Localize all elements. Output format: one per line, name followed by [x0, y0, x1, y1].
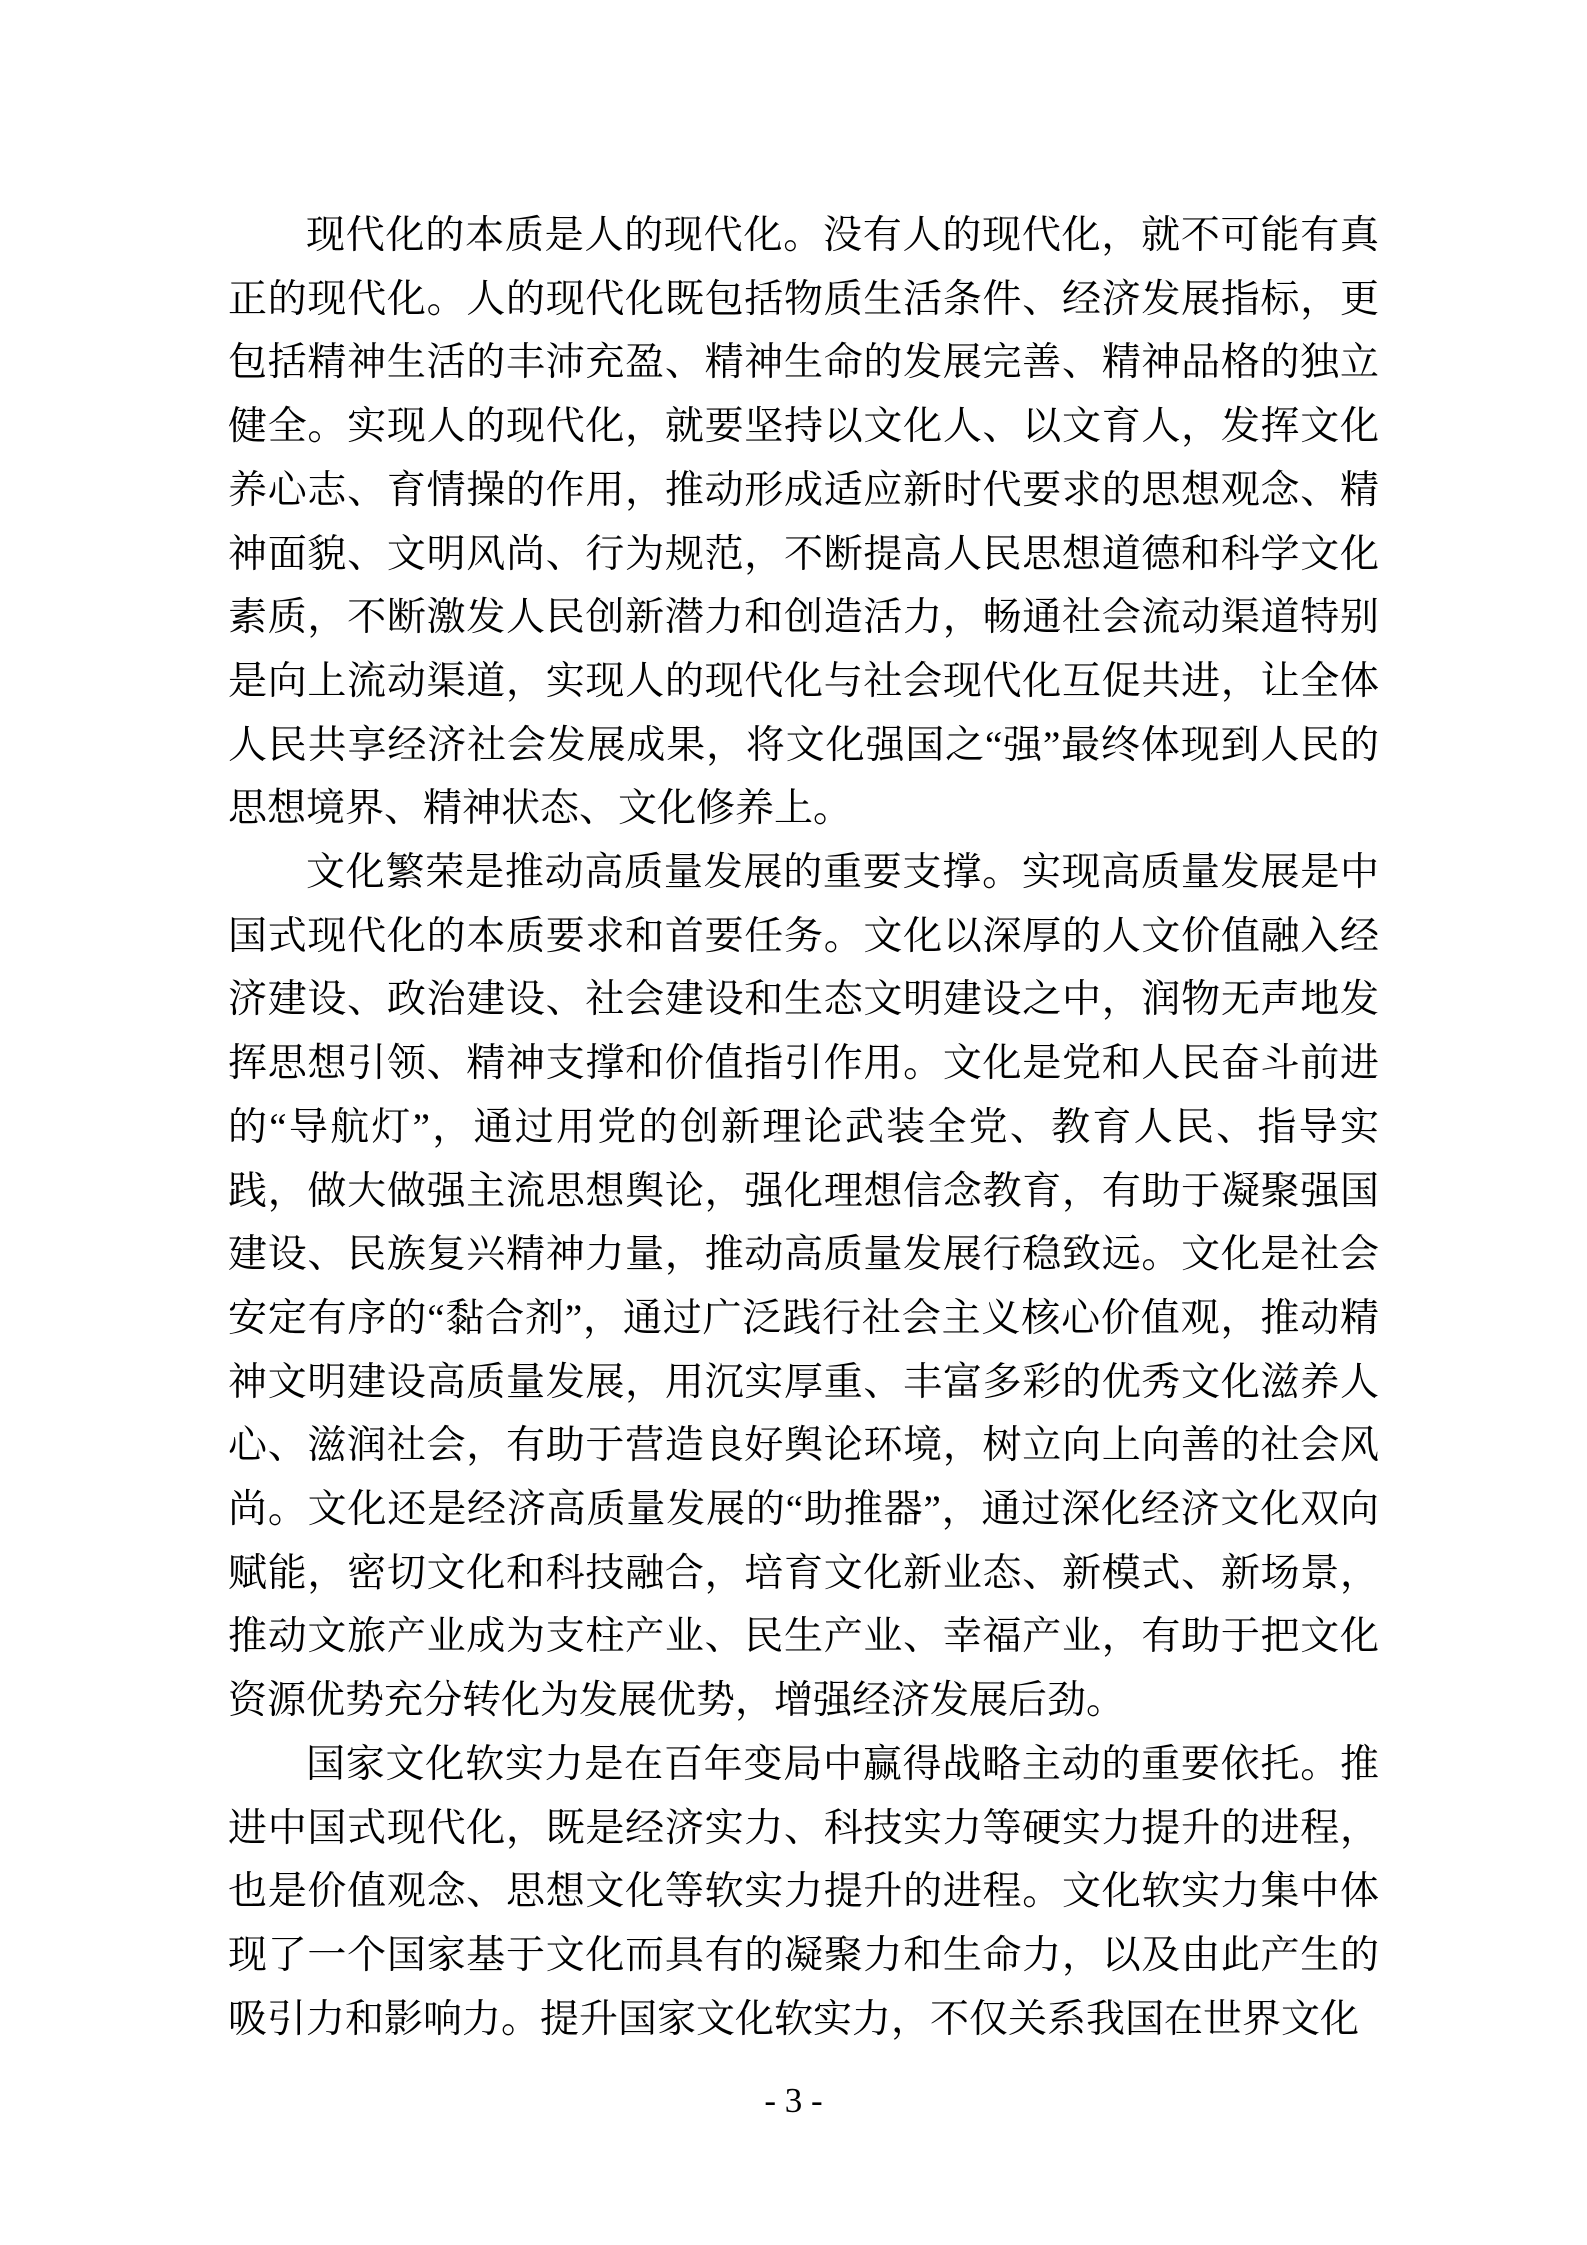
document-body — [228, 204, 1379, 2051]
paragraph-1: 现代化的本质是人的现代化。没有人的现代化，就不可能有真正的现代化。人的现代化既包括物质生活条件、经济发展指标，更包括精神生活的丰沛充盈、精神生命的发展完善、精神品格的独立健全。实现人的现代化，就要坚持以文化人、以文育人，发挥文化养心志、育情操的作用，推动形成适应新时代要求的思想观念、精神面貌、文明风尚、行为规范，不断提高人民思想道德和科学文化素质，不断激发人民创新潜力和创造活力，畅通社会流动渠道特别是向上流动渠道，实现人的现代化与社会现代化互促共进，让全体人民共享经济社会发展成果，将文化强国之“强”最终体现到人民的思想境界、精神状态、文化修养上。 — [228, 214, 1379, 831]
paragraph-3: 国家文化软实力是在百年变局中赢得战略主动的重要依托。推进中国式现代化，既是经济实力、科技实力等硬实力提升的进程，也是价值观念、思想文化等软实力提升的进程。文化软实力集中体现了一个国家基于文化而具有的凝聚力和生命力，以及由此产生的吸引力和影响力。提升国家文化软实力，不仅关系我国在世界文化 — [228, 1742, 1379, 2041]
paragraph-2: 文化繁荣是推动高质量发展的重要支撑。实现高质量发展是中国式现代化的本质要求和首要任务。文化以深厚的人文价值融入经济建设、政治建设、社会建设和生态文明建设之中，润物无声地发挥思想引领、精神支撑和价值指引作用。文化是党和人民奋斗前进的“导航灯”，通过用党的创新理论武装全党、教育人民、指导实践，做大做强主流思想舆论，强化理想信念教育，有助于凝聚强国建设、民族复兴精神力量，推动高质量发展行稳致远。文化是社会安定有序的“黏合剂”，通过广泛践行社会主义核心价值观，推动精神文明建设高质量发展，用沉实厚重、丰富多彩的优秀文化滋养人心、滋润社会，有助于营造良好舆论环境，树立向上向善的社会风尚。文化还是经济高质量发展的“助推器”，通过深化经济文化双向赋能，密切文化和科技融合，培育文化新业态、新模式、新场景，推动文旅产业成为支柱产业、民生产业、幸福产业，有助于把文化资源优势充分转化为发展优势，增强经济发展后劲。 — [228, 851, 1379, 1723]
page-number: - 3 - — [764, 2081, 823, 2120]
page-footer — [0, 2081, 1587, 2121]
